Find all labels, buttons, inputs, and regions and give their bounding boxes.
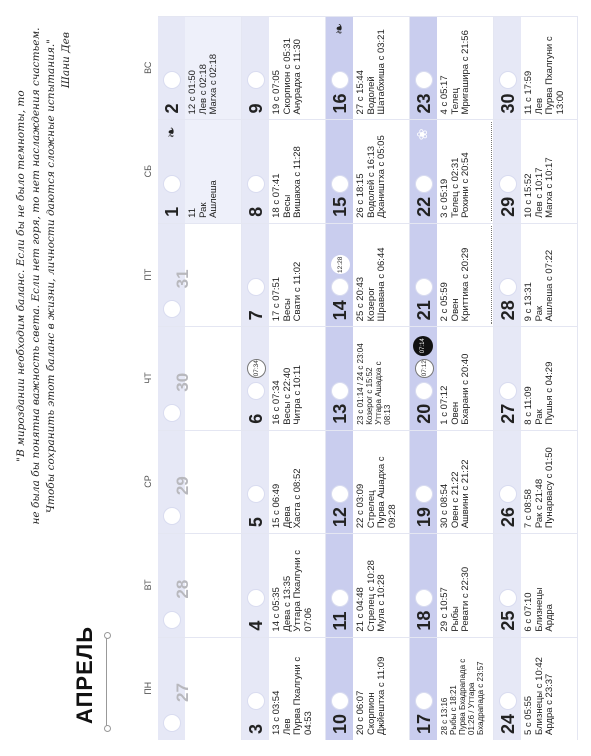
day-number: 6 xyxy=(246,413,266,424)
day-number: 18 xyxy=(414,610,434,631)
day-number: 22 xyxy=(414,196,434,217)
day-cell[interactable] xyxy=(158,533,242,636)
day-cell[interactable] xyxy=(410,637,494,740)
day-details: 23 с 01:14 / 24 с 23:04 Козерог с 15:52 Уттара Ашадха с 08:13 xyxy=(356,343,392,425)
time-badge: 07:12 xyxy=(415,359,434,378)
day-cell[interactable] xyxy=(242,16,326,119)
day-cell[interactable] xyxy=(158,223,242,326)
day-cell[interactable] xyxy=(158,430,242,533)
moon-phase-icon xyxy=(163,611,181,629)
day-number: 10 xyxy=(330,713,350,734)
day-cell[interactable] xyxy=(242,223,326,326)
day-details: 8 с 11:09 Рак Пушья с 04:29 xyxy=(523,361,555,425)
moon-phase-icon xyxy=(331,382,349,400)
day-details: 2 с 05:59 Овен Криттика с 20:29 xyxy=(439,247,471,322)
moon-phase-icon xyxy=(247,692,265,710)
leaf-icon: ❧ xyxy=(163,126,179,139)
day-number: 28 xyxy=(498,300,518,321)
weekday-header xyxy=(140,16,156,740)
moon-phase-icon xyxy=(331,175,349,193)
day-details: 14 с 05:35 Дева с 13:35 Уттара Пхалгуни с 07:06 xyxy=(271,550,314,632)
quote-line-1: "В мироздании необходим баланс. Если бы не было темноты, то xyxy=(15,90,27,462)
day-number: 30 xyxy=(498,93,518,114)
day-cell[interactable] xyxy=(326,119,410,222)
day-cell[interactable] xyxy=(242,533,326,636)
moon-phase-icon xyxy=(331,589,349,607)
title-divider xyxy=(106,638,107,726)
day-number: 26 xyxy=(498,507,518,528)
day-cell[interactable] xyxy=(326,16,410,119)
moon-phase-icon xyxy=(415,382,433,400)
day-details: 10 с 15:52 Лев с 10:17 Магха с 10:17 xyxy=(523,157,555,218)
weeks xyxy=(158,16,578,740)
day-number: 24 xyxy=(498,713,518,734)
weekday-label: ПН xyxy=(143,681,153,695)
day-cell[interactable] xyxy=(494,533,578,636)
day-number: 15 xyxy=(330,196,350,217)
day-number: 20 xyxy=(414,403,434,424)
day-cell[interactable] xyxy=(410,223,494,326)
day-details: 20 с 06:07 Скорпион Джйештха с 11:09 xyxy=(355,656,387,735)
day-cell[interactable] xyxy=(494,430,578,533)
day-details: 7 с 08:58 Рак с 21:48 Пунарвасу с 01:50 xyxy=(523,447,555,529)
day-cell[interactable] xyxy=(158,119,242,222)
day-number: 13 xyxy=(330,403,350,424)
week-row xyxy=(242,16,326,740)
day-number: 29 xyxy=(173,476,192,496)
week-row xyxy=(494,16,578,740)
moon-phase-icon xyxy=(163,175,181,193)
week-row xyxy=(158,16,242,740)
day-cell[interactable] xyxy=(410,533,494,636)
day-cell[interactable] xyxy=(242,637,326,740)
day-number: 17 xyxy=(414,713,434,734)
day-number: 2 xyxy=(162,103,182,114)
day-number: 3 xyxy=(246,723,266,734)
day-details: 11 Рак Ашлеша xyxy=(187,180,219,218)
moon-phase-icon xyxy=(247,175,265,193)
day-details: 12 с 01:50 Лев с 02:18 Магха с 02:18 xyxy=(187,53,219,115)
moon-phase-icon xyxy=(331,692,349,710)
day-details: 11 с 17:59 Лев Пурва Пхалгуни с 13:00 xyxy=(523,36,566,115)
moon-phase-icon xyxy=(247,382,265,400)
dotted-divider xyxy=(491,226,492,324)
moon-phase-icon xyxy=(415,692,433,710)
moon-phase-icon xyxy=(499,175,517,193)
day-cell[interactable] xyxy=(242,430,326,533)
weekday-label: ЧТ xyxy=(143,372,153,384)
day-cell[interactable] xyxy=(326,533,410,636)
moon-phase-icon xyxy=(499,589,517,607)
day-details: 26 с 18:15 Водолей с 16:13 Дхаништха с 05:05 xyxy=(355,135,387,218)
day-cell[interactable] xyxy=(242,326,326,429)
day-details: 22 с 03:09 Стрелец Пурва Ашадха с 09:28 xyxy=(355,456,398,529)
calendar-grid xyxy=(140,16,582,740)
day-details: 6 с 07:10 Близнецы Ардра xyxy=(523,587,555,632)
day-number: 27 xyxy=(498,403,518,424)
day-number: 8 xyxy=(246,206,266,217)
day-cell[interactable] xyxy=(410,119,494,222)
day-number: 25 xyxy=(498,610,518,631)
week-row xyxy=(326,16,410,740)
moon-phase-icon xyxy=(499,692,517,710)
day-cell[interactable] xyxy=(494,16,578,119)
day-number: 9 xyxy=(246,103,266,114)
day-details: 29 с 10:57 Рыбы Ревати с 22:30 xyxy=(439,566,471,632)
moon-phase-icon xyxy=(247,589,265,607)
day-details: 21 с 04:48 Стрелец с 10:28 Мула с 10:28 xyxy=(355,560,387,632)
day-details: 16 с 07:34 Весы с 22:40 Читра с 10:11 xyxy=(271,365,303,425)
moon-phase-icon xyxy=(163,714,181,732)
day-number: 19 xyxy=(414,507,434,528)
day-cell[interactable] xyxy=(326,430,410,533)
day-details: 17 с 07:51 Весы Свати с 11:02 xyxy=(271,261,303,322)
moon-phase-icon xyxy=(415,589,433,607)
day-details: 27 с 15:44 Водолей Шатабхиша с 03:21 xyxy=(355,29,387,115)
day-cell[interactable] xyxy=(410,16,494,119)
day-cell[interactable] xyxy=(326,326,410,429)
day-number: 5 xyxy=(246,517,266,528)
day-number: 16 xyxy=(330,93,350,114)
day-details: 9 с 13:31 Рак Ашлеша с 07:22 xyxy=(523,249,555,322)
week-row xyxy=(410,16,494,740)
day-number: 4 xyxy=(246,620,266,631)
day-cell[interactable] xyxy=(158,637,242,740)
day-cell[interactable] xyxy=(410,326,494,429)
day-number: 28 xyxy=(173,579,192,599)
day-cell[interactable] xyxy=(494,637,578,740)
quote xyxy=(14,26,74,526)
day-number: 31 xyxy=(173,269,192,289)
day-details: 30 с 08:54 Овен с 21:22 Ашвини с 21:22 xyxy=(439,459,471,529)
moon-phase-icon xyxy=(415,175,433,193)
leaf-icon: ❧ xyxy=(331,23,347,35)
day-number: 14 xyxy=(330,300,350,321)
day-cell[interactable] xyxy=(494,223,578,326)
dotted-divider xyxy=(491,122,492,220)
day-details: 5 с 05:55 Близнецы с 10:42 Ардра с 23:37 xyxy=(523,657,555,735)
time-badge: 12:28 xyxy=(331,255,350,274)
day-details: 15 с 06:49 Дева Хаста с 08:52 xyxy=(271,468,303,529)
day-number: 7 xyxy=(246,310,266,321)
month-title: АПРЕЛЬ xyxy=(72,625,97,724)
quote-line-3: Чтобы сохранить этот баланс в жизни, личности даются сложные испытания." xyxy=(45,38,57,514)
weekday-label: СБ xyxy=(143,164,153,178)
weekday-label: ВТ xyxy=(143,579,153,591)
flower-icon: ❀ xyxy=(414,128,430,141)
day-cell[interactable] xyxy=(326,223,410,326)
day-cell[interactable] xyxy=(494,326,578,429)
moon-phase-icon xyxy=(163,404,181,422)
day-number: 21 xyxy=(414,300,434,321)
day-details: 1 с 07:12 Овен Бхарани с 20:40 xyxy=(439,353,471,425)
day-number: 23 xyxy=(414,93,434,114)
weekday-label: ВС xyxy=(143,61,153,74)
day-cell[interactable] xyxy=(494,119,578,222)
day-cell[interactable] xyxy=(410,430,494,533)
weekday-label: СР xyxy=(143,475,153,488)
day-cell[interactable] xyxy=(326,637,410,740)
day-number: 27 xyxy=(173,683,192,702)
day-details: 28 с 13:16 Рыбы с 18:21 Пурва Бхадрапада с 01:26 / Уттара Бхадрапада с 23:57 xyxy=(440,658,485,735)
moon-phase-icon xyxy=(499,382,517,400)
day-number: 29 xyxy=(498,196,518,217)
day-details: 18 с 07:41 Весы Вишакха с 11:28 xyxy=(271,146,303,218)
time-badge: 07:34 xyxy=(247,359,266,378)
day-details: 3 с 05:19 Телец с 02:31 Рохини с 20:54 xyxy=(439,152,471,218)
day-details: 19 с 07:05 Скорпион с 05:31 Анурадха с 11:30 xyxy=(271,37,303,115)
weekday-label: ПТ xyxy=(143,268,153,281)
day-number: 30 xyxy=(173,372,192,392)
day-cell[interactable] xyxy=(242,119,326,222)
day-cell[interactable] xyxy=(158,326,242,429)
day-details: 4 с 05:17 Телец Мригашира с 21:56 xyxy=(439,30,471,115)
day-number: 12 xyxy=(330,507,350,528)
day-details: 13 с 03:54 Лев Пурва Пхалгуни с 04:53 xyxy=(271,656,314,735)
day-details: 25 с 20:43 Козерог Шравана с 06:44 xyxy=(355,247,387,322)
quote-line-2: не была бы понятна важность света. Если нет горя, то нет наслаждения счастьем. xyxy=(30,27,42,525)
quote-author: Шани Дев xyxy=(60,32,72,89)
eclipse-icon: 07:14 xyxy=(413,336,433,356)
day-number: 1 xyxy=(162,206,182,217)
day-number: 11 xyxy=(330,611,350,631)
day-cell[interactable] xyxy=(158,16,242,119)
